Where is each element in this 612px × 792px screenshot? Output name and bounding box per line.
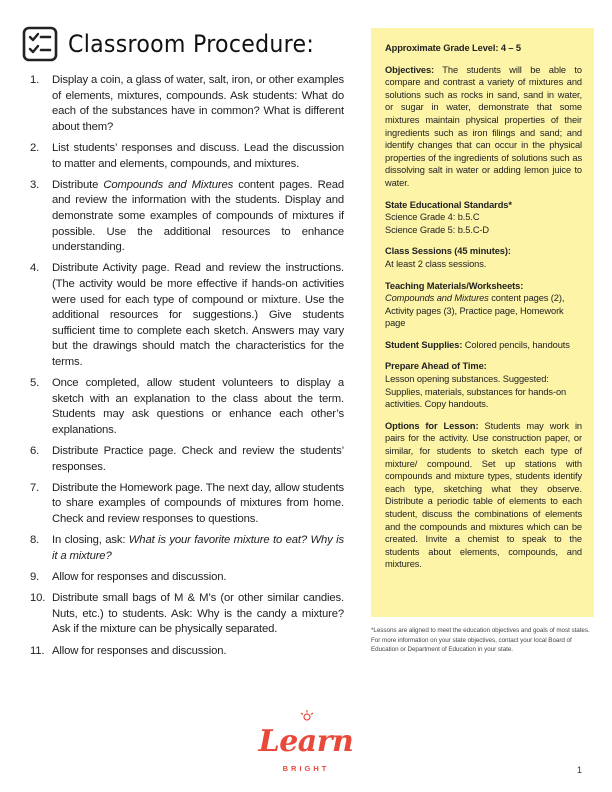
step-text xyxy=(52,481,344,528)
step-number: 1. xyxy=(30,74,40,86)
teaching-materials-text: content pages (2), Activity pages (3), Practice page, Homework page xyxy=(385,293,565,329)
procedure-step xyxy=(30,481,344,528)
checklist-icon xyxy=(22,26,58,62)
step-text xyxy=(52,178,344,256)
standard-item: Science Grade 4: b.5.C xyxy=(385,212,480,223)
procedure-step xyxy=(30,141,344,172)
procedure-step xyxy=(30,591,344,638)
class-sessions-text: At least 2 class sessions. xyxy=(385,258,487,269)
step-number: 6. xyxy=(30,445,40,458)
procedure-step xyxy=(30,73,344,135)
step-number: 2. xyxy=(30,141,40,154)
class-sessions-label: Class Sessions (45 minutes): xyxy=(385,246,511,257)
step-text xyxy=(52,644,344,660)
standards-footnote: *Lessons are aligned to meet the education objectives and goals of most states. For more information on your state objectives, contact your local Board of Education or Department of Education in your state. xyxy=(371,627,590,654)
step-text-segment: Distribute the Homework page. The next day, allow students to share examples of compounds of mixtures from home. Check and review responses to questions. xyxy=(52,481,344,525)
step-text xyxy=(52,73,344,135)
step-text-segment: content pages. Read and review the information with the students. Display and demonstrate some examples of compounds of mixtures if possible. Use the additional resources to enhance understanding. xyxy=(52,178,344,254)
logo-wordmark: Learn xyxy=(258,724,354,759)
step-text-segment: Allow for responses and discussion. xyxy=(52,570,227,583)
class-sessions xyxy=(385,245,582,270)
lesson-info-sidebar xyxy=(371,28,594,617)
objectives-text: The students will be able to compare and contrast a variety of mixtures and solutions such as rocks in sand, sand in water, or sugar in water, demonstrate that some mixtures maintain physical properties of their ingredients such as iron filings and sand; and identify changes that can occur in the physical properties of the ingredients of solutions such as dissolving salt in water or adding lemon juice to water. xyxy=(385,64,582,188)
step-text-segment: Allow for responses and discussion. xyxy=(52,644,227,657)
teaching-materials xyxy=(385,280,582,330)
student-supplies-text: Colored pencils, handouts xyxy=(462,339,570,350)
prepare-ahead xyxy=(385,360,582,410)
prepare-ahead-text: Lesson opening substances. Suggested: Supplies, materials, substances for hands-on activities. Copy handouts. xyxy=(385,374,567,410)
page-title: Classroom Procedure: xyxy=(68,30,315,58)
standards-label: State Educational Standards* xyxy=(385,199,512,210)
step-text xyxy=(52,261,344,370)
step-number: 9. xyxy=(30,570,40,583)
lesson-options-text: Students may work in pairs for the activity. Use construction paper, or similar, for students to sketch each type of mixture/ compound. Set up stations with compounds and mixture types, students identify each type, sketching what they observe. Distribute a periodic table of elements to each student, discuss the combinations of elements and the compounds and mixtures which can be created. Invite a chemist to speak to the students about elements, compounds, and mixtures. xyxy=(385,420,583,570)
step-text xyxy=(52,591,344,638)
step-text-segment: Distribute xyxy=(52,178,104,191)
step-text xyxy=(52,570,344,586)
step-number: 10. xyxy=(30,592,46,605)
step-text xyxy=(52,376,344,438)
teaching-materials-label: Teaching Materials/Worksheets: xyxy=(385,280,524,291)
step-number: 8. xyxy=(30,534,40,547)
step-text-segment: Distribute Activity page. Read and review the instructions. (The activity would be more effective if hands-on activities were used for each type of compound or mixture. Use the additional resources for suggestions.) Give students sufficient time to complete each sketch. Answers may vary but the drawings should match the characteristics for the terms. xyxy=(52,262,344,368)
step-number: 7. xyxy=(30,481,40,494)
step-text xyxy=(52,444,344,475)
grade-level xyxy=(385,42,582,55)
student-supplies-label: Student Supplies: xyxy=(385,339,463,350)
step-text-segment: List students’ responses and discuss. Lead the discussion to matter and elements, compounds, and mixtures. xyxy=(52,141,344,170)
procedure-step xyxy=(30,644,344,660)
step-text-italic: Compounds and Mixtures xyxy=(103,178,234,191)
procedure-step xyxy=(30,533,344,564)
step-text-segment: Display a coin, a glass of water, salt, iron, or other examples of elements, mixtures, compounds. Ask students: What do each of the substances have in common? What is different about them? xyxy=(52,74,344,133)
procedure-step xyxy=(30,261,344,370)
logo-subtitle: BRIGHT xyxy=(282,764,330,773)
step-text-segment: Distribute small bags of M & M’s (or other similar candies. Nuts, etc.) to students. Ask: Why is the candy a mixture? Ask if the mixture can be physically separated. xyxy=(52,592,344,636)
step-number: 11. xyxy=(30,644,45,657)
step-number: 5. xyxy=(30,377,40,390)
procedure-step xyxy=(30,444,344,475)
step-text xyxy=(52,141,344,172)
teaching-materials-italic: Compounds and Mixtures xyxy=(385,293,489,304)
lightbulb-icon xyxy=(300,710,314,724)
page-number: 1 xyxy=(576,765,582,775)
standard-item: Science Grade 5: b.5.C-D xyxy=(385,224,490,235)
step-text xyxy=(52,533,344,564)
objectives-label: Objectives: xyxy=(385,64,435,75)
step-number: 3. xyxy=(30,178,40,191)
procedure-step xyxy=(30,376,344,438)
student-supplies xyxy=(385,339,582,352)
standards xyxy=(385,199,582,237)
procedure-step xyxy=(30,570,344,586)
objectives xyxy=(385,64,582,190)
prepare-ahead-label: Prepare Ahead of Time: xyxy=(385,361,487,372)
grade-level-label: Approximate Grade Level: 4 – 5 xyxy=(385,43,521,53)
step-text-segment: In closing, ask: xyxy=(52,534,129,547)
step-text-segment: Distribute Practice page. Check and review the students’ responses. xyxy=(52,445,344,473)
learn-bright-logo xyxy=(252,722,360,782)
lesson-options-label: Options for Lesson: xyxy=(385,420,479,431)
lesson-options xyxy=(385,420,582,571)
procedure-list xyxy=(30,73,344,665)
step-text-segment: Once completed, allow student volunteers to display a sketch with an explanation to the class about the term. Students may ask questions or enhance each other’s explanations. xyxy=(52,377,344,436)
procedure-step xyxy=(30,178,344,256)
step-text-italic: What is your favorite mixture to eat? Why is it a mixture? xyxy=(52,534,344,562)
page-header xyxy=(22,24,336,64)
step-number: 4. xyxy=(30,262,40,275)
